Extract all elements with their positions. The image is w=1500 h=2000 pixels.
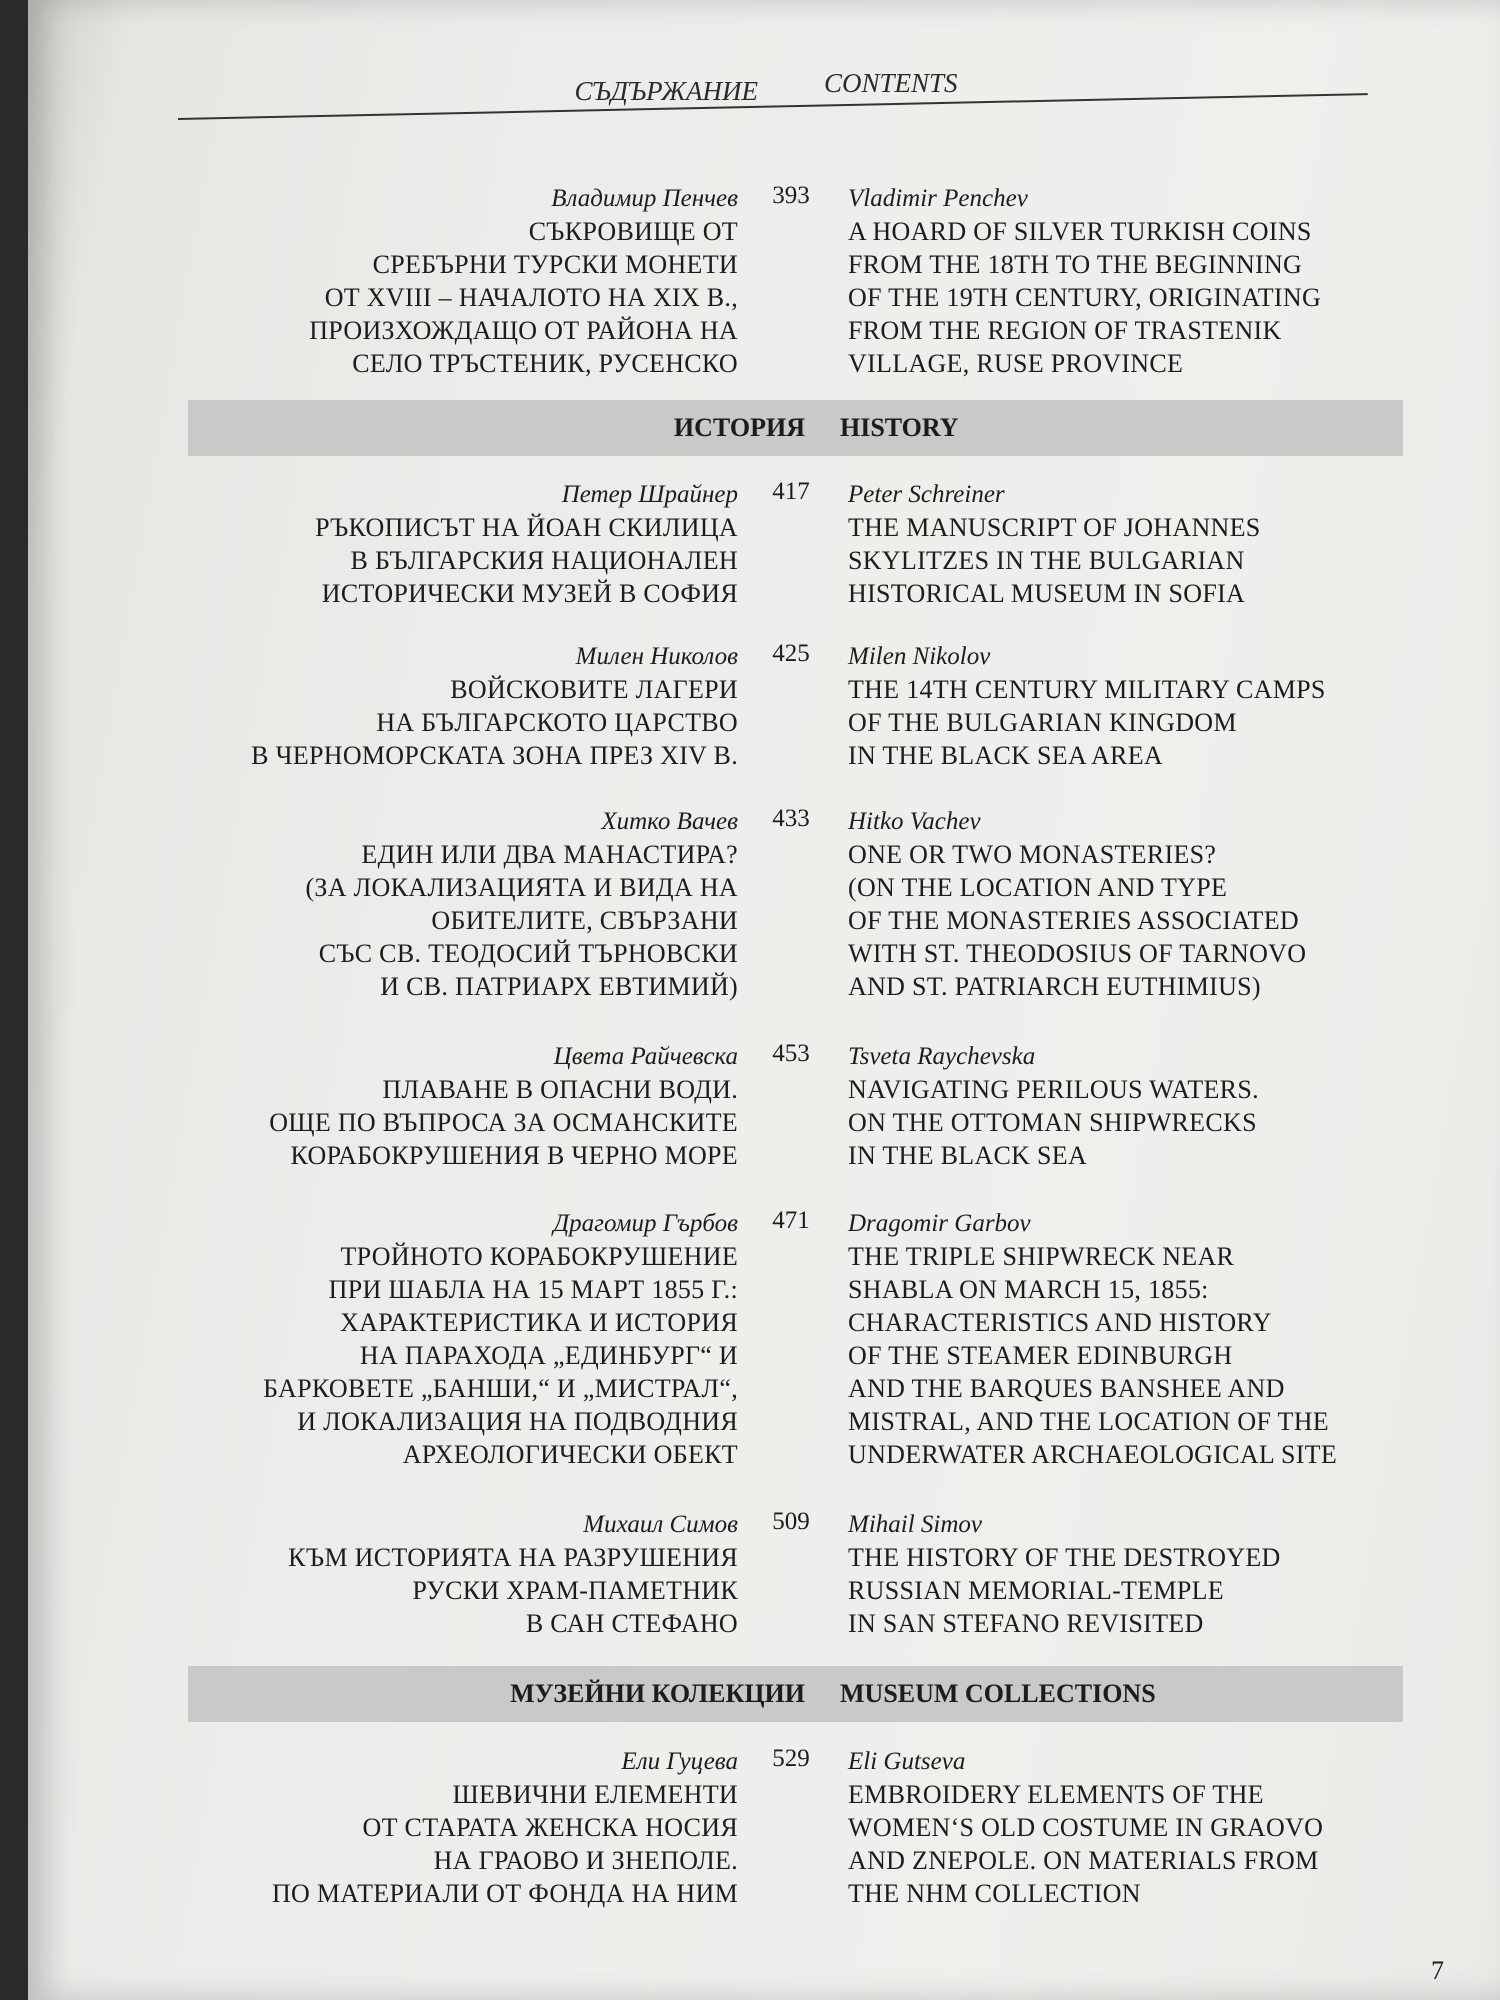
title-en-line: ON THE OTTOMAN SHIPWRECKS [848,1108,1257,1137]
title-bg-line: ТРОЙНОТО КОРАБОКРУШЕНИЕ [340,1242,738,1271]
page-ref: 393 [772,182,810,209]
book-page [28,0,1500,2000]
title-bg-line: В ЧЕРНОМОРСКАТА ЗОНА ПРЕЗ XIV В. [251,741,738,770]
header-bg: СЪДЪРЖАНИЕ [574,76,758,106]
author-en: Tsveta Raychevska [848,1043,1036,1070]
section-bg: МУЗЕЙНИ КОЛЕКЦИИ [510,1679,805,1708]
entry-bg-column [128,805,738,1003]
entry-en-column [848,805,1448,1003]
title-en-line: HISTORICAL MUSEUM IN SOFIA [848,579,1246,608]
title-en-line: UNDERWATER ARCHAEOLOGICAL SITE [848,1440,1338,1469]
title-bg-line: ХАРАКТЕРИСТИКА И ИСТОРИЯ [340,1308,738,1337]
entry-bg-column [128,1745,738,1910]
title-bg-line: И ЛОКАЛИЗАЦИЯ НА ПОДВОДНИЯ [297,1407,738,1436]
author-en: Eli Gutseva [848,1748,966,1775]
title-bg-line: КОРАБОКРУШЕНИЯ В ЧЕРНО МОРЕ [290,1141,738,1170]
title-bg-line: НА ГРАОВО И ЗНЕПОЛЕ. [433,1846,738,1875]
page-ref: 471 [772,1207,810,1234]
title-en-line: AND ZNEPOLE. ON MATERIALS FROM [848,1846,1319,1875]
title-en-line: THE MANUSCRIPT OF JOHANNES [848,513,1261,542]
title-bg-line: СЪС СВ. ТЕОДОСИЙ ТЪРНОВСКИ [318,939,738,968]
title-en-line: WITH ST. THEODOSIUS OF TARNOVO [848,939,1307,968]
title-en-line: A HOARD OF SILVER TURKISH COINS [848,217,1312,246]
title-bg-line: СЪКРОВИЩЕ ОТ [528,217,738,246]
title-en-line: IN THE BLACK SEA [848,1141,1088,1170]
entry-en-column [848,1040,1448,1172]
section-heading [188,1666,1403,1722]
title-bg-line: ВОЙСКОВИТЕ ЛАГЕРИ [450,675,738,704]
title-en-line: ONE OR TWO MONASTERIES? [848,840,1217,869]
title-bg-line: СЕЛО ТРЪСТЕНИК, РУСЕНСКО [352,349,738,378]
title-bg-line: ОЩЕ ПО ВЪПРОСА ЗА ОСМАНСКИТЕ [269,1108,738,1137]
entry-bg-column [128,182,738,380]
entry-bg-column [128,1508,738,1640]
page-ref: 529 [772,1745,810,1772]
title-en-line: THE NHM COLLECTION [848,1879,1141,1908]
title-en-line: IN THE BLACK SEA AREA [848,741,1163,770]
author-en: Peter Schreiner [848,481,1005,508]
author-bg: Михаил Симов [583,1511,738,1538]
author-en: Hitko Vachev [848,808,981,835]
title-bg-line: РУСКИ ХРАМ-ПАМЕТНИК [412,1576,738,1605]
page-ref: 509 [772,1508,810,1535]
title-bg-line: ПО МАТЕРИАЛИ ОТ ФОНДА НА НИМ [271,1879,738,1908]
title-bg-line: РЪКОПИСЪТ НА ЙОАН СКИЛИЦА [315,513,738,542]
title-en-line: AND ST. PATRIARCH EUTHIMIUS) [848,972,1261,1001]
entry-bg-column [128,478,738,610]
title-bg-line: ПЛАВАНЕ В ОПАСНИ ВОДИ. [382,1075,738,1104]
section-bg: ИСТОРИЯ [673,413,805,442]
author-bg: Цвета Райчевска [553,1043,738,1070]
author-bg: Хитко Вачев [601,808,738,835]
title-bg-line: ШЕВИЧНИ ЕЛЕМЕНТИ [452,1780,738,1809]
title-en-line: THE 14TH CENTURY MILITARY CAMPS [848,675,1326,704]
entry-bg-column [128,1040,738,1172]
title-en-line: THE HISTORY OF THE DESTROYED [848,1543,1281,1572]
header-en: CONTENTS [824,68,958,98]
author-bg: Владимир Пенчев [551,185,738,212]
title-bg-line: ПРИ ШАБЛА НА 15 МАРТ 1855 Г.: [328,1275,738,1304]
section-en: HISTORY [840,413,959,442]
title-en-line: NAVIGATING PERILOUS WATERS. [848,1075,1259,1104]
author-bg: Милен Николов [575,643,738,670]
entry-en-column [848,1745,1448,1910]
title-en-line: OF THE BULGARIAN KINGDOM [848,708,1237,737]
author-en: Vladimir Penchev [848,185,1028,212]
title-en-line: IN SAN STEFANO REVISITED [848,1609,1204,1638]
title-bg-line: АРХЕОЛОГИЧЕСКИ ОБЕКТ [402,1440,738,1469]
title-en-line: (ON THE LOCATION AND TYPE [848,873,1228,902]
entry-en-column [848,182,1448,380]
title-bg-line: ЕДИН ИЛИ ДВА МАНАСТИРА? [361,840,738,869]
author-bg: Петер Шрайнер [561,481,738,508]
title-en-line: WOMEN‘S OLD COSTUME IN GRAOVO [848,1813,1324,1842]
author-bg: Драгомир Гърбов [553,1210,738,1237]
section-en: MUSEUM COLLECTIONS [840,1679,1156,1708]
section-heading [188,400,1403,456]
title-bg-line: (ЗА ЛОКАЛИЗАЦИЯТА И ВИДА НА [305,873,738,902]
title-bg-line: ИСТОРИЧЕСКИ МУЗЕЙ В СОФИЯ [321,579,738,608]
title-bg-line: И СВ. ПАТРИАРХ ЕВТИМИЙ) [380,972,738,1001]
title-en-line: MISTRAL, AND THE LOCATION OF THE [848,1407,1329,1436]
entry-bg-column [128,640,738,772]
page-ref: 433 [772,805,810,832]
title-en-line: FROM THE REGION OF TRASTENIK [848,316,1282,345]
title-bg-line: В БЪЛГАРСКИЯ НАЦИОНАЛЕН [350,546,738,575]
title-bg-line: ОБИТЕЛИТЕ, СВЪРЗАНИ [431,906,738,935]
page-ref: 425 [772,640,810,667]
title-en-line: OF THE MONASTERIES ASSOCIATED [848,906,1299,935]
title-en-line: OF THE 19TH CENTURY, ORIGINATING [848,283,1322,312]
title-en-line: SKYLITZES IN THE BULGARIAN [848,546,1245,575]
title-en-line: RUSSIAN MEMORIAL-TEMPLE [848,1576,1224,1605]
title-en-line: EMBROIDERY ELEMENTS OF THE [848,1780,1264,1809]
title-en-line: CHARACTERISTICS AND HISTORY [848,1308,1272,1337]
title-bg-line: ОТ XVIII – НАЧАЛОТО НА XIX В., [324,283,738,312]
entry-en-column [848,478,1448,610]
title-bg-line: ПРОИЗХОЖДАЩО ОТ РАЙОНА НА [309,316,738,345]
entry-bg-column [128,1207,738,1471]
title-bg-line: НА ПАРАХОДА „ЕДИНБУРГ“ И [359,1341,738,1370]
page-ref: 453 [772,1040,810,1067]
title-bg-line: КЪМ ИСТОРИЯТА НА РАЗРУШЕНИЯ [288,1543,738,1572]
title-en-line: OF THE STEAMER EDINBURGH [848,1341,1233,1370]
title-en-line: AND THE BARQUES BANSHEE AND [848,1374,1285,1403]
entry-en-column [848,1508,1448,1640]
page-ref: 417 [772,478,810,505]
title-bg-line: БАРКОВЕТЕ „БАНШИ,“ И „МИСТРАЛ“, [263,1374,738,1403]
author-en: Milen Nikolov [848,643,991,670]
title-bg-line: ОТ СТАРАТА ЖЕНСКА НОСИЯ [362,1813,738,1842]
title-en-line: SHABLA ON MARCH 15, 1855: [848,1275,1209,1304]
title-bg-line: В САН СТЕФАНО [525,1609,738,1638]
title-en-line: VILLAGE, RUSE PROVINCE [848,349,1184,378]
author-bg: Ели Гуцева [621,1748,738,1775]
title-bg-line: НА БЪЛГАРСКОТО ЦАРСТВО [376,708,738,737]
title-en-line: THE TRIPLE SHIPWRECK NEAR [848,1242,1235,1271]
entry-en-column [848,1207,1448,1471]
author-en: Mihail Simov [848,1511,983,1538]
page-number: 7 [1431,1956,1444,1985]
title-en-line: FROM THE 18TH TO THE BEGINNING [848,250,1303,279]
author-en: Dragomir Garbov [848,1210,1031,1237]
entry-en-column [848,640,1448,772]
title-bg-line: СРЕБЪРНИ ТУРСКИ МОНЕТИ [372,250,738,279]
